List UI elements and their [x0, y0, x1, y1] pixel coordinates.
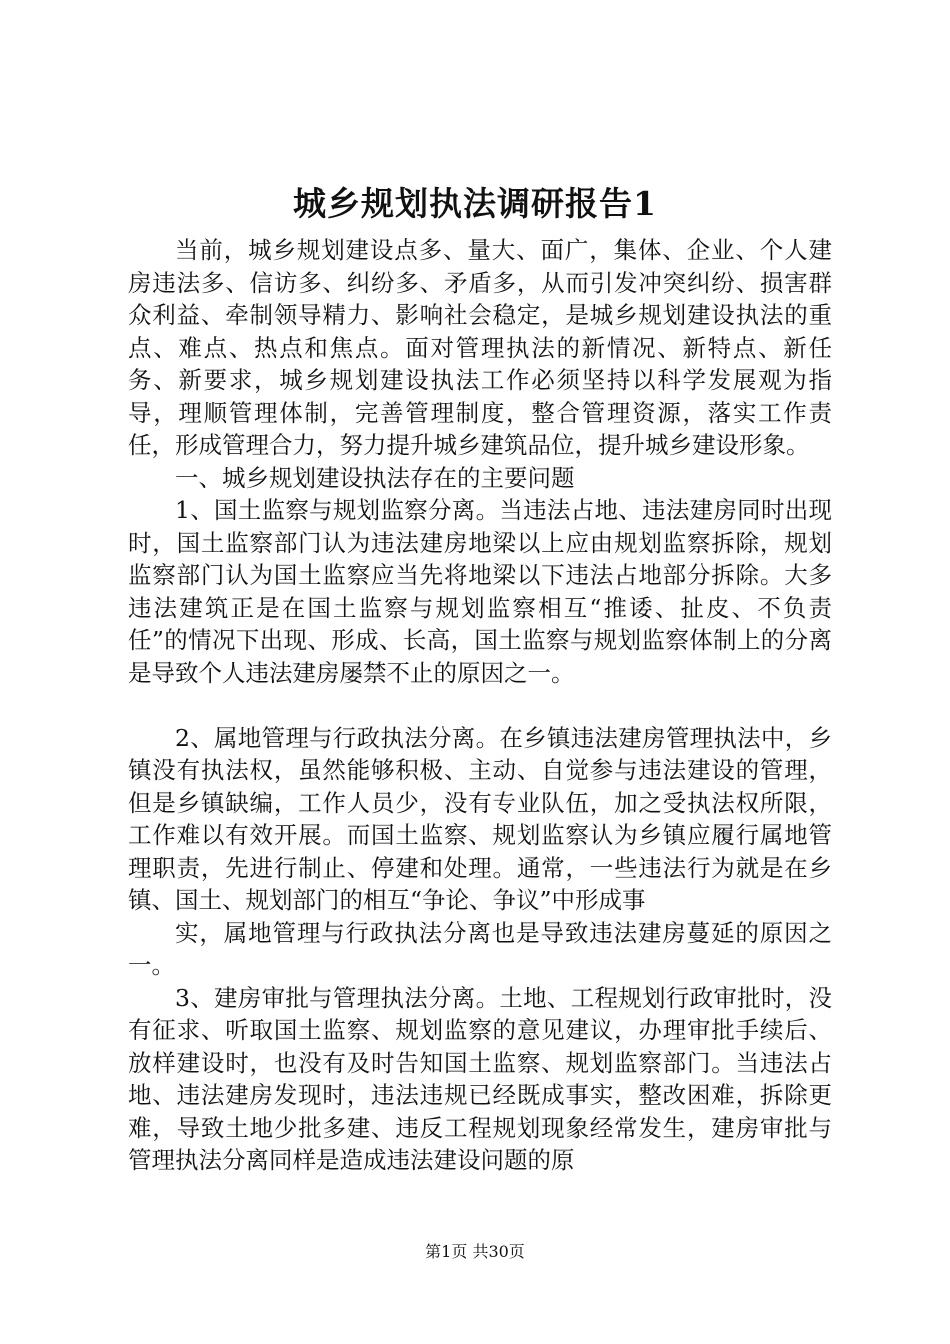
paragraph-problem-2: 2、属地管理与行政执法分离。在乡镇违法建房管理执法中，乡镇没有执法权，虽然能够积极、主动、自觉参与违法建设的管理，但是乡镇缺编，工作人员少，没有专业队伍，加之受执法权所限，工作难以有效开展。而国土监察、规划监察认为乡镇应履行属地管理职责，先进行制止、停建和处理。通常，一些违法行为就是在乡镇、国土、规划部门的相互“争论、争议”中形成事	[128, 723, 832, 914]
section-heading-main-problems: 一、城乡规划建设执法存在的主要问题	[175, 463, 575, 492]
document-title: 城乡规划执法调研报告1	[293, 184, 657, 223]
page-number-footer: 第1页 共30页	[425, 1242, 525, 1261]
paragraph-problem-3: 3、建房审批与管理执法分离。土地、工程规划行政审批时，没有征求、听取国土监察、规划监察的意见建议，办理审批手续后、放样建设时，也没有及时告知国土监察、规划监察部门。当违法占地、违法建房发现时，违法违规已经既成事实，整改困难，拆除更难，导致土地少批多建、违反工程规划现象经常发生，建房审批与管理执法分离同样是造成违法建设问题的原	[128, 983, 832, 1174]
document-body	[128, 234, 832, 1177]
paragraph-intro: 当前，城乡规划建设点多、量大、面广，集体、企业、个人建房违法多、信访多、纠纷多、矛盾多，从而引发冲突纠纷、损害群众利益、牵制领导精力、影响社会稳定，是城乡规划建设执法的重点、难点、热点和焦点。面对管理执法的新情况、新特点、新任务、新要求，城乡规划建设执法工作必须坚持以科学发展观为指导，理顺管理体制，完善管理制度，整合管理资源，落实工作责任，形成管理合力，努力提升城乡建筑品位，提升城乡建设形象。	[128, 236, 832, 459]
paragraph-problem-2-continued: 实，属地管理与行政执法分离也是导致违法建房蔓延的原因之一。	[128, 918, 832, 979]
paragraph-problem-1: 1、国土监察与规划监察分离。当违法占地、违法建房同时出现时，国土监察部门认为违法建房地梁以上应由规划监察拆除，规划监察部门认为国土监察应当先将地梁以下违法占地部分拆除。大多违法建筑正是在国土监察与规划监察相互“推诿、扯皮、不负责任”的情况下出现、形成、长高，国土监察与规划监察体制上的分离是导致个人违法建房屡禁不止的原因之一。	[128, 496, 832, 687]
